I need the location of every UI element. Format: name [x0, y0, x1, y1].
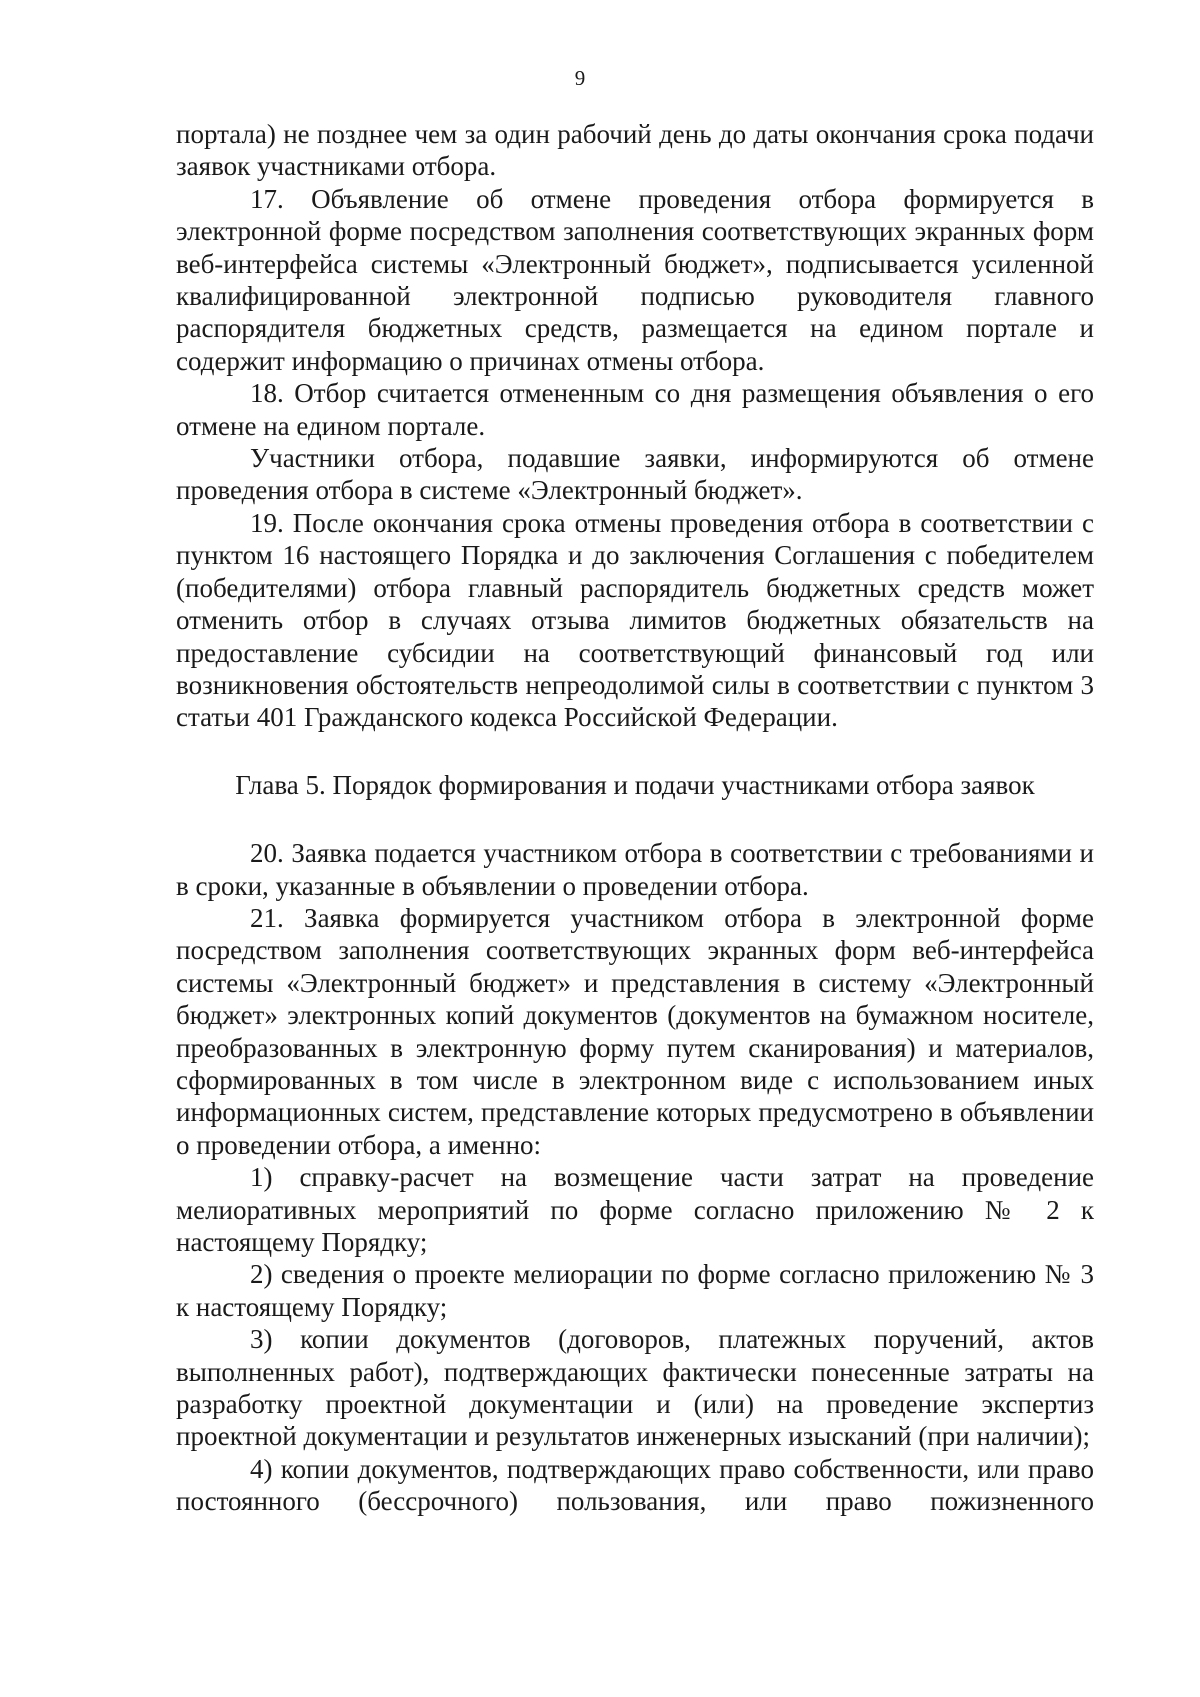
list-item-2: 2) сведения о проекте мелиорации по форме согласно приложению № 3 к настоящему Порядку;	[176, 1259, 1094, 1322]
chapter-heading: Глава 5. Порядок формирования и подачи участниками отбора заявок	[235, 769, 1035, 800]
paragraph-19: 19. После окончания срока отмены проведения отбора в соответствии с пунктом 16 настоящего Порядка и до заключения Соглашения с победителем (победителями) отбора главный распорядитель бюджетных средств может отменить отбор в случаях отзыва лимитов бюджетных обязательств на предоставление субсидии на соответствующий финансовый год или возникновения обстоятельств непреодолимой силы в соответствии с пунктом 3 статьи 401 Гражданского кодекса Российской Федерации.	[176, 507, 1094, 733]
paragraph-17: 17. Объявление об отмене проведения отбора формируется в электронной форме посредством заполнения соответствующих экранных форм веб-интерфейса системы «Электронный бюджет», подписывается усиленной квалифицированной электронной подписью руководителя главного распорядителя бюджетных средств, размещается на едином портале и содержит информацию о причинах отмены отбора.	[176, 183, 1094, 376]
list-item-1: 1) справку-расчет на возмещение части затрат на проведение мелиоративных мероприятий по форме согласно приложению № 2 к настоящему Порядку;	[176, 1162, 1094, 1257]
list-item-4: 4) копии документов, подтверждающих право собственности, или право постоянного (бессрочного) пользования, или право пожизненного	[176, 1453, 1094, 1517]
paragraph-participants-notice: Участники отбора, подавшие заявки, информируются об отмене проведения отбора в системе «Электронный бюджет».	[176, 443, 1094, 506]
paragraph-20: 20. Заявка подается участником отбора в соответствии с требованиями и в сроки, указанные в объявлении о проведении отбора.	[176, 838, 1094, 901]
list-item-3: 3) копии документов (договоров, платежных поручений, актов выполненных работ), подтверждающих фактически понесенные затраты на разработку проектной документации и (или) на проведение экспертиз проектной документации и результатов инженерных изысканий (при наличии);	[176, 1324, 1094, 1452]
paragraph-18: 18. Отбор считается отмененным со дня размещения объявления о его отмене на едином портале.	[176, 378, 1094, 441]
page-number: 9	[574, 66, 586, 90]
paragraph-21: 21. Заявка формируется участником отбора в электронной форме посредством заполнения соответствующих экранных форм веб-интерфейса системы «Электронный бюджет» и представления в систему «Электронный бюджет» электронных копий документов (документов на бумажном носителе, преобразованных в электронную форму путем сканирования) и материалов, сформированных в том числе в электронном виде с использованием иных информационных систем, представление которых предусмотрено в объявлении о проведении отбора, а именно:	[176, 902, 1094, 1160]
paragraph-continuation: портала) не позднее чем за один рабочий день до даты окончания срока подачи заявок участниками отбора.	[176, 119, 1094, 182]
document-body	[176, 118, 1094, 1518]
